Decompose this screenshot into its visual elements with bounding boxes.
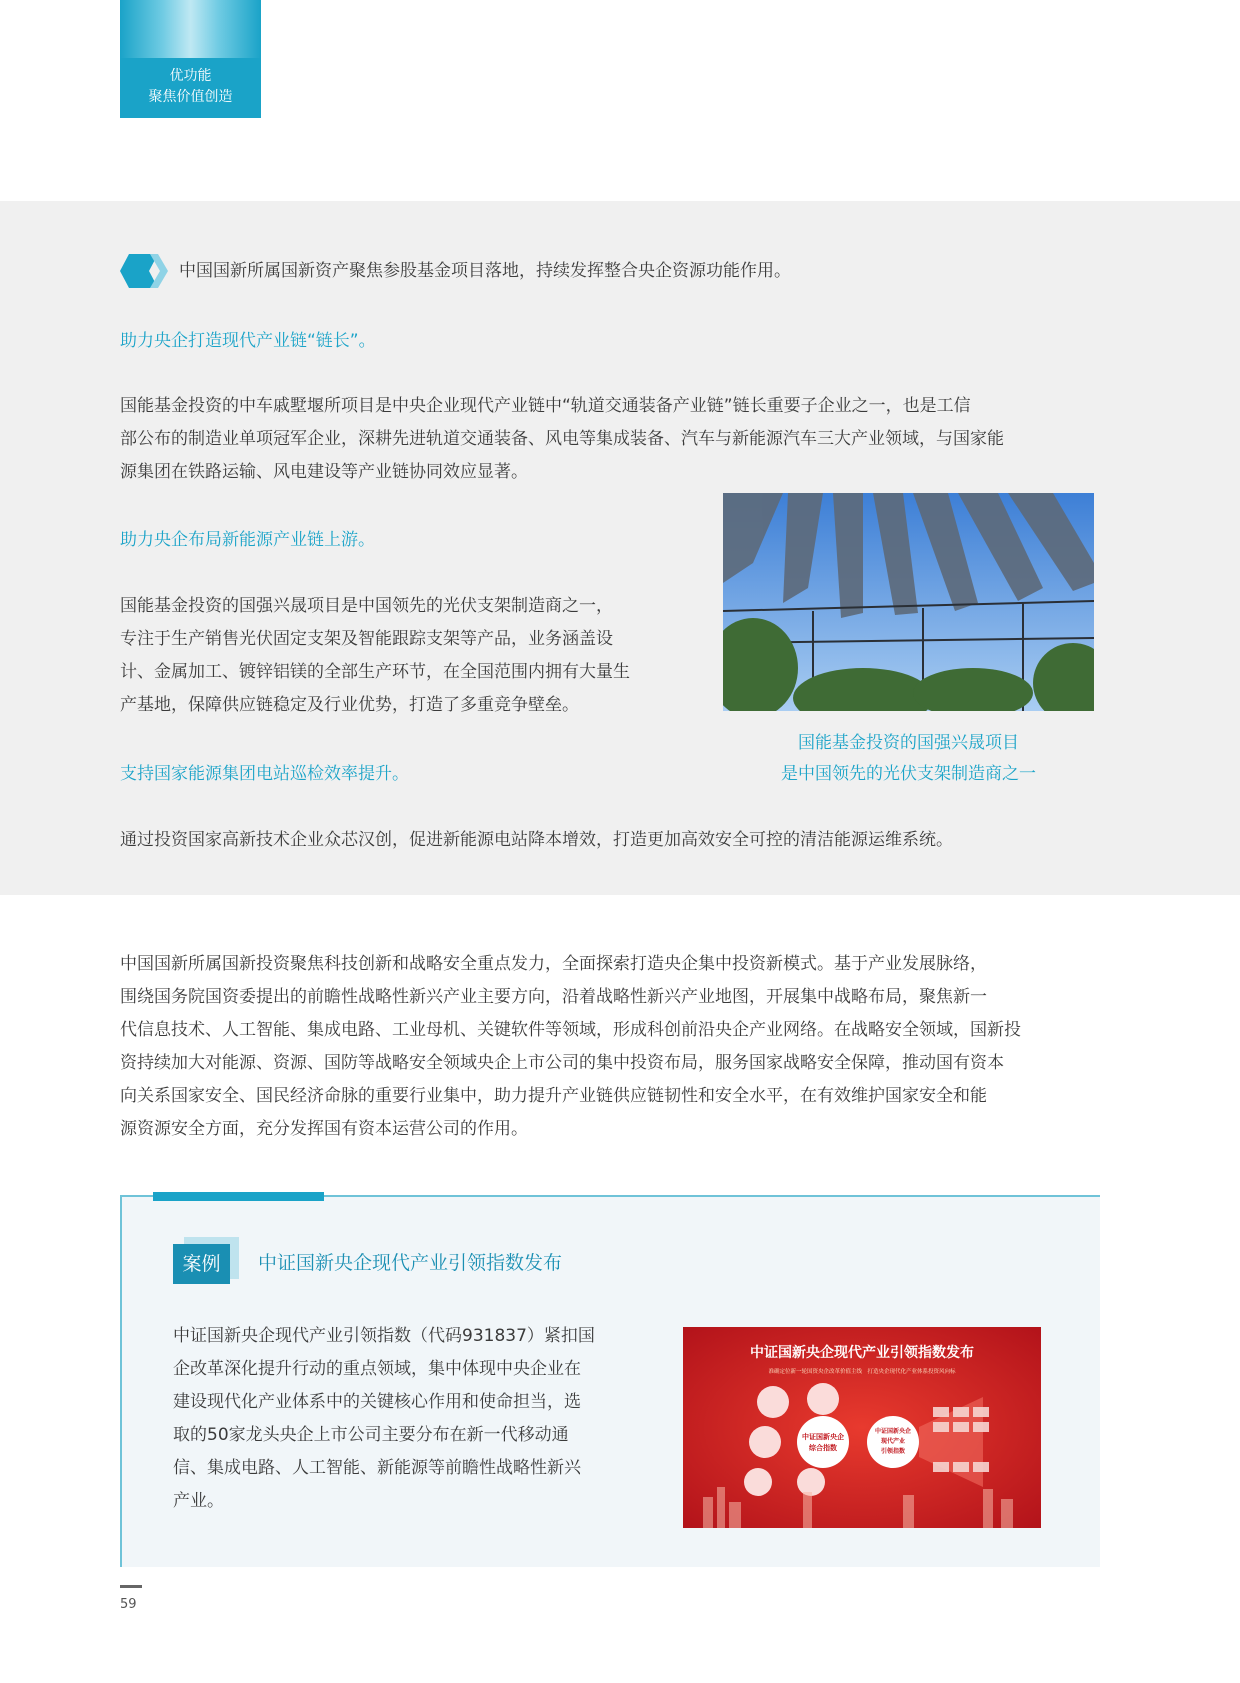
case-paragraph <box>173 1320 633 1518</box>
section1-line: 部公布的制造业单项冠军企业，深耕先进轨道交通装备、风电等集成装备、汽车与新能源汽车三大产业领域，与国家能 <box>120 429 1004 449</box>
main-paragraph <box>120 948 1105 1146</box>
main-line: 资持续加大对能源、资源、国防等战略安全领域央企上市公司的集中投资布局，服务国家战略安全保障，推动国有资本 <box>120 1053 1004 1073</box>
case-badge: 案例 <box>173 1244 230 1284</box>
section2-line: 产基地，保障供应链稳定及行业优势，打造了多重竞争壁垒。 <box>120 695 579 715</box>
photo-caption-line2: 是中国领先的光伏支架制造商之一 <box>781 764 1036 784</box>
case-line: 企改革深化提升行动的重点领域，集中体现中央企业在 <box>173 1359 581 1379</box>
main-line: 向关系国家安全、国民经济命脉的重要行业集中，助力提升产业链供应链韧性和安全水平，在有效维护国家安全和能 <box>120 1086 987 1106</box>
case-line: 产业。 <box>173 1491 224 1511</box>
page-number: 59 <box>120 1597 137 1612</box>
image-center-right-line3: 引领指数 <box>880 1448 906 1455</box>
image-center-left-line1: 中证国新央企 <box>802 1433 844 1441</box>
index-launch-image <box>683 1327 1041 1528</box>
section1-paragraph <box>120 390 1105 489</box>
chevron-bullet-icon <box>120 254 168 288</box>
solar-bracket-photo <box>723 493 1094 711</box>
section-tab-line2: 聚焦价值创造 <box>148 89 233 105</box>
main-line: 围绕国务院国资委提出的前瞻性战略性新兴产业主要方向，沿着战略性新兴产业地图，开展集中战略布局，聚焦新一 <box>120 987 987 1007</box>
section1-line: 源集团在铁路运输、风电建设等产业链协同效应显著。 <box>120 462 528 482</box>
page-number-rule <box>120 1585 142 1588</box>
intro-text: 中国国新所属国新资产聚焦参股基金项目落地，持续发挥整合央企资源功能作用。 <box>179 261 791 281</box>
main-line: 源资源安全方面，充分发挥国有资本运营公司的作用。 <box>120 1119 528 1139</box>
case-title: 中证国新央企现代产业引领指数发布 <box>258 1252 563 1274</box>
section2-line: 计、金属加工、镀锌铝镁的全部生产环节，在全国范围内拥有大量生 <box>120 662 630 682</box>
image-center-right-line1: 中证国新央企 <box>874 1428 912 1435</box>
section2-heading: 助力央企布局新能源产业链上游。 <box>120 530 375 550</box>
case-line: 建设现代化产业体系中的关键核心作用和使命担当，选 <box>173 1392 581 1412</box>
image-title: 中证国新央企现代产业引领指数发布 <box>750 1345 974 1361</box>
image-subtitle: 准确定位新一轮国资央企改革价值主线 打造央企现代化产业体系投资风向标 <box>768 1369 956 1375</box>
section3-heading: 支持国家能源集团电站巡检效率提升。 <box>120 764 409 784</box>
image-center-right-line2: 现代产业 <box>880 1438 906 1445</box>
case-accent-bar <box>153 1192 324 1201</box>
main-line: 中国国新所属国新投资聚焦科技创新和战略安全重点发力，全面探索打造央企集中投资新模式。基于产业发展脉络， <box>120 954 987 974</box>
case-line: 信、集成电路、人工智能、新能源等前瞻性战略性新兴 <box>173 1458 581 1478</box>
section2-paragraph <box>120 590 680 722</box>
section1-heading: 助力央企打造现代产业链“链长”。 <box>120 331 376 351</box>
image-center-left-line2: 综合指数 <box>809 1444 837 1452</box>
case-line: 中证国新央企现代产业引领指数（代码931837）紧扣国 <box>173 1326 595 1346</box>
section-tab-line1: 优功能 <box>169 68 212 84</box>
section1-line: 国能基金投资的中车戚墅堰所项目是中央企业现代产业链中“轨道交通装备产业链”链长重要子企业之一，也是工信 <box>120 396 971 416</box>
section3-text: 通过投资国家高新技术企业众芯汉创，促进新能源电站降本增效，打造更加高效安全可控的清洁能源运维系统。 <box>120 830 953 850</box>
case-line: 取的50家龙头央企上市公司主要分布在新一代移动通 <box>173 1425 569 1445</box>
photo-caption-line1: 国能基金投资的国强兴晟项目 <box>798 733 1019 753</box>
section2-line: 国能基金投资的国强兴晟项目是中国领先的光伏支架制造商之一， <box>120 596 613 616</box>
section2-line: 专注于生产销售光伏固定支架及智能跟踪支架等产品，业务涵盖设 <box>120 629 613 649</box>
section-tab <box>120 0 261 118</box>
photo-caption <box>723 728 1094 790</box>
section-tab-label <box>120 66 261 108</box>
main-line: 代信息技术、人工智能、集成电路、工业母机、关键软件等领域，形成科创前沿央企产业网络。在战略安全领域，国新投 <box>120 1020 1021 1040</box>
